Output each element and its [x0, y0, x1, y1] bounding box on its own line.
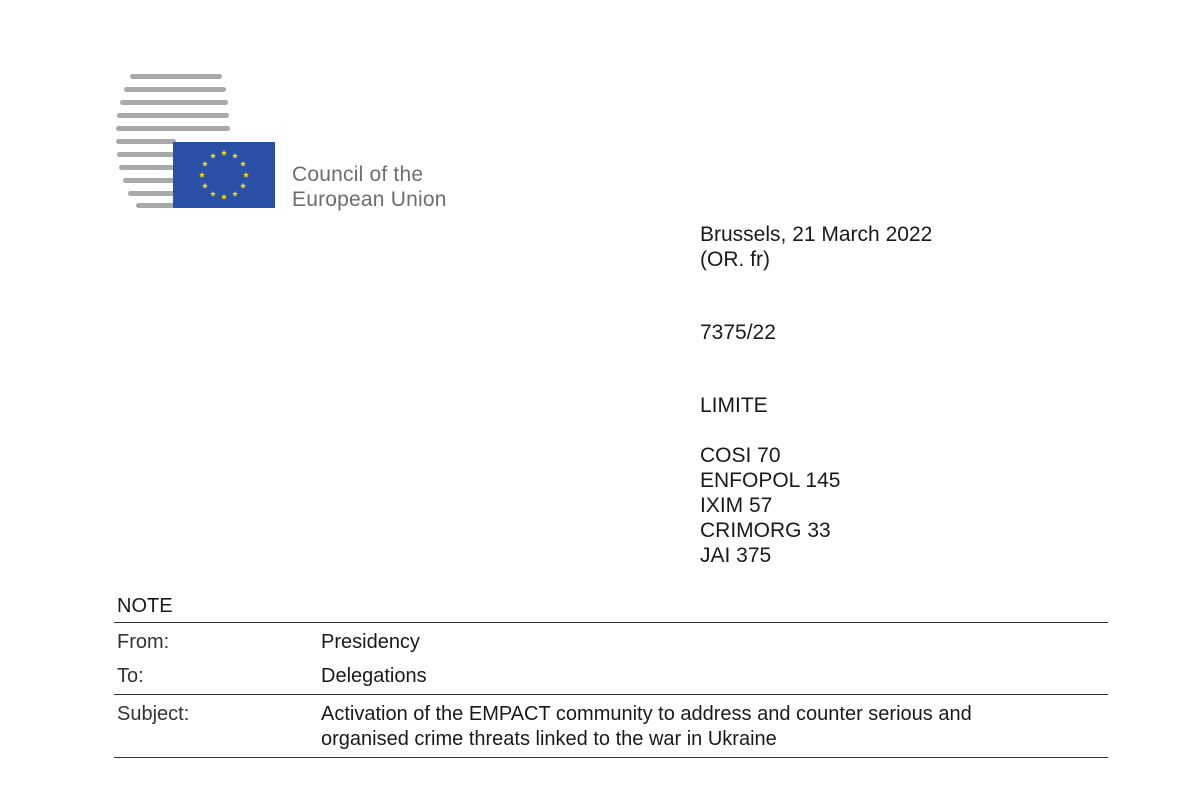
subject-line: Activation of the EMPACT community to address and counter serious and — [321, 703, 972, 725]
document-code: CRIMORG 33 — [700, 519, 831, 542]
place-date: Brussels, 21 March 2022 — [700, 223, 933, 246]
classification-marking: LIMITE — [700, 394, 768, 417]
note-heading: NOTE — [117, 595, 173, 617]
note-row-subject — [114, 694, 1108, 757]
organization-name — [292, 162, 447, 212]
note-row-to — [114, 656, 1108, 694]
organization-name-line2: European Union — [292, 188, 447, 211]
from-label: From: — [117, 631, 170, 653]
document-code: COSI 70 — [700, 444, 781, 467]
subject-line: organised crime threats linked to the war in Ukraine — [321, 728, 777, 750]
note-row-from — [114, 623, 1108, 656]
document-code: JAI 375 — [700, 544, 772, 567]
to-value: Delegations — [321, 665, 427, 687]
organization-name-line1: Council of the — [292, 163, 424, 186]
note-table — [114, 622, 1108, 758]
document-code: IXIM 57 — [700, 494, 773, 517]
council-logo — [114, 72, 494, 212]
document-codes — [700, 443, 840, 568]
document-code: ENFOPOL 145 — [700, 469, 841, 492]
subject-label: Subject: — [117, 703, 190, 725]
document-meta — [700, 222, 1120, 567]
subject-value — [321, 702, 1108, 752]
eu-flag-logo-icon — [114, 72, 279, 212]
from-value: Presidency — [321, 631, 420, 653]
original-language: (OR. fr) — [700, 248, 770, 271]
to-label: To: — [117, 665, 144, 687]
document-number: 7375/22 — [700, 321, 776, 344]
